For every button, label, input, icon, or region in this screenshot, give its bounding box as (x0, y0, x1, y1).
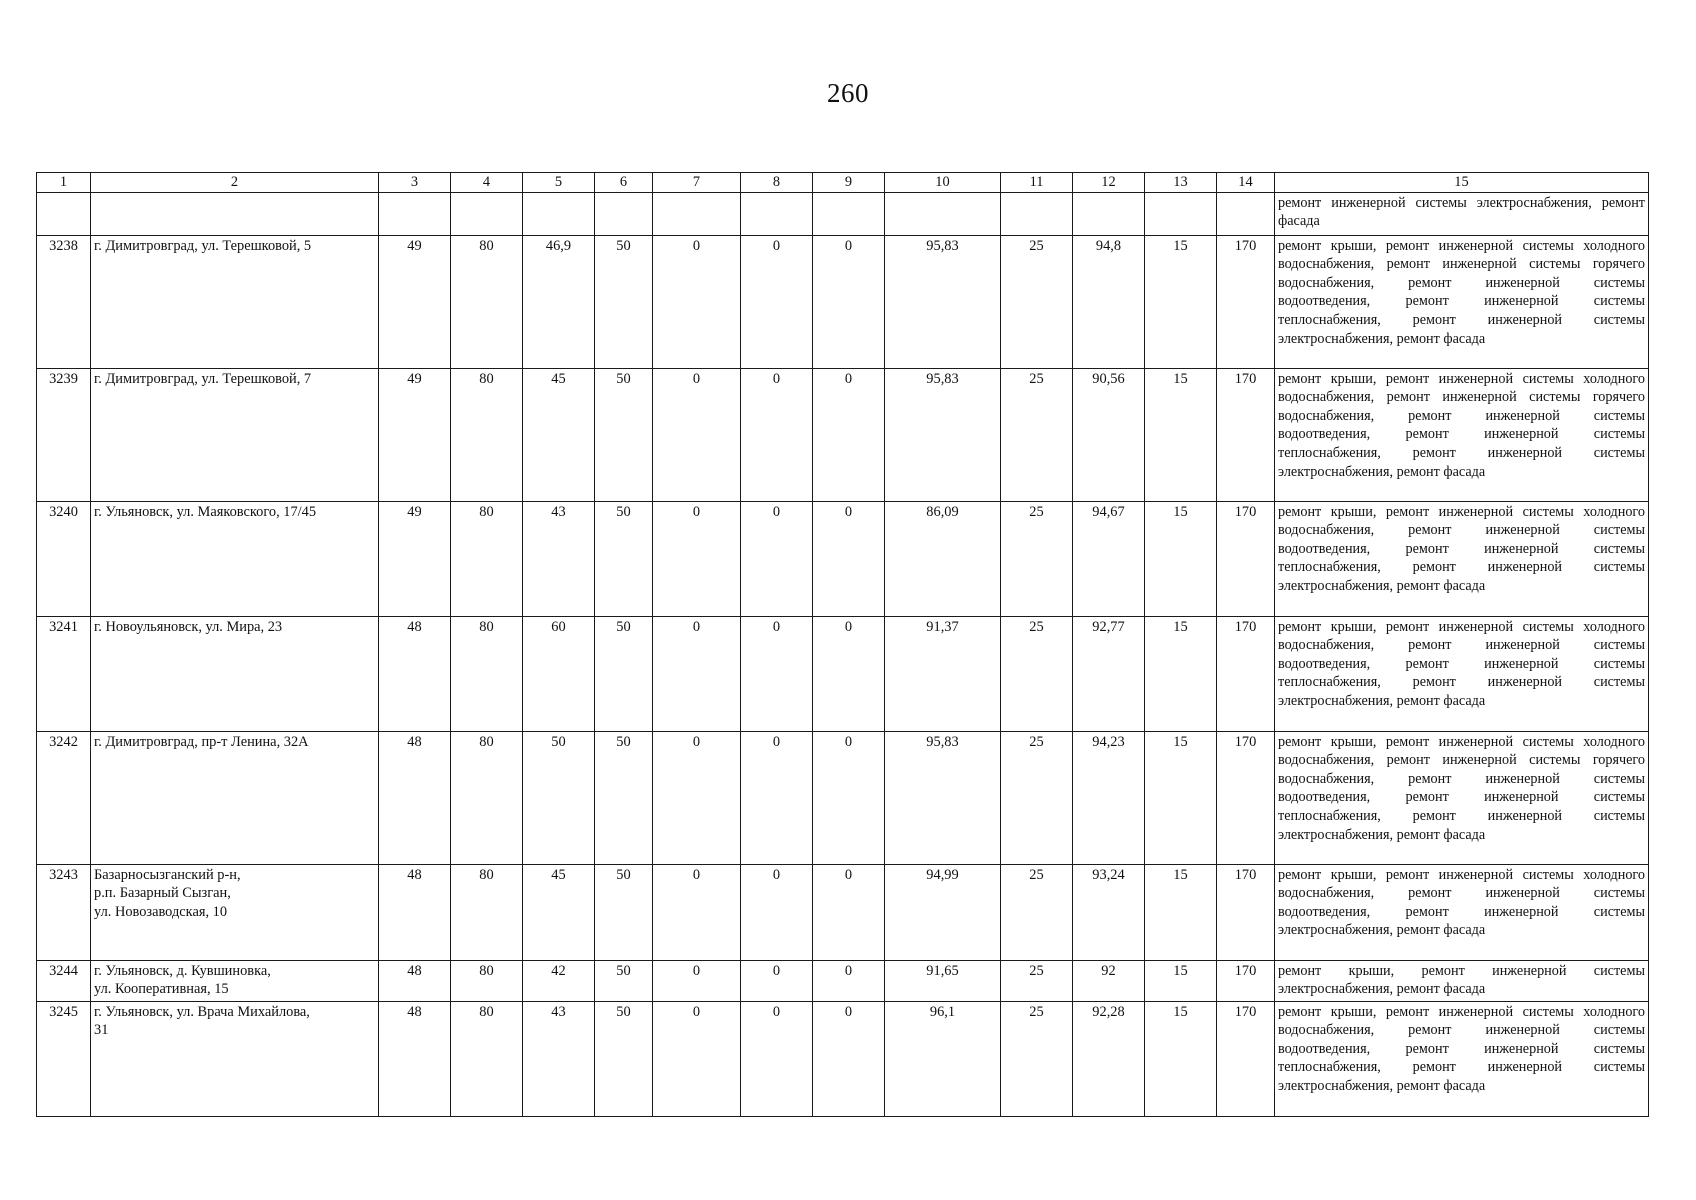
value-cell-c5: 46,9 (523, 235, 595, 368)
column-header: 14 (1217, 173, 1275, 193)
value-cell-c13: 15 (1145, 864, 1217, 960)
value-cell-c6: 50 (595, 235, 653, 368)
value-cell-c10: 95,83 (885, 368, 1001, 501)
value-cell-c4: 80 (451, 616, 523, 731)
value-cell-c3: 48 (379, 1001, 451, 1116)
column-header: 5 (523, 173, 595, 193)
value-cell-c14: 170 (1217, 616, 1275, 731)
value-cell-c6: 50 (595, 501, 653, 616)
value-cell-c5: 50 (523, 731, 595, 864)
value-cell-c5: 45 (523, 864, 595, 960)
value-cell-c8: 0 (741, 616, 813, 731)
value-cell-c12: 93,24 (1073, 864, 1145, 960)
value-cell-c14: 170 (1217, 501, 1275, 616)
address-cell (91, 1001, 379, 1116)
works-cell: ремонт крыши, ремонт инженерной системы холодного водоснабжения, ремонт инженерной системы горячего водоснабжения, ремонт инженерной системы водоотведения, ремонт инженерной системы теплоснабжения, ремонт инженерной системы электроснабжения, ремонт фасада (1275, 368, 1649, 501)
value-cell-c13: 15 (1145, 235, 1217, 368)
value-cell-c12: 94,8 (1073, 235, 1145, 368)
row-id-cell: 3238 (37, 235, 91, 368)
address-line: 31 (94, 1022, 109, 1039)
value-cell-c8: 0 (741, 501, 813, 616)
column-header: 10 (885, 173, 1001, 193)
value-cell-c3: 49 (379, 235, 451, 368)
column-header: 6 (595, 173, 653, 193)
value-cell-c7: 0 (653, 864, 741, 960)
value-cell-c5: 45 (523, 368, 595, 501)
value-cell-c12: 94,67 (1073, 501, 1145, 616)
continuation-row (37, 192, 1649, 235)
value-cell-c4: 80 (451, 960, 523, 1001)
value-cell-c10: 95,83 (885, 731, 1001, 864)
address-line: г. Димитровград, пр-т Ленина, 32А (94, 733, 309, 750)
column-header: 15 (1275, 173, 1649, 193)
value-cell-c8: 0 (741, 864, 813, 960)
register-table (36, 172, 1649, 1117)
column-header: 7 (653, 173, 741, 193)
address-line: г. Ульяновск, ул. Маяковского, 17/45 (94, 503, 317, 520)
value-cell-c9: 0 (813, 1001, 885, 1116)
table-row (37, 235, 1649, 368)
value-cell-c13: 15 (1145, 616, 1217, 731)
value-cell-c12: 92 (1073, 960, 1145, 1001)
value-cell-c13: 15 (1145, 731, 1217, 864)
address-cell (91, 731, 379, 864)
value-cell-c4: 80 (451, 235, 523, 368)
value-cell-c13: 15 (1145, 1001, 1217, 1116)
value-cell-c3: 48 (379, 864, 451, 960)
column-header: 8 (741, 173, 813, 193)
column-header: 2 (91, 173, 379, 193)
value-cell-c14: 170 (1217, 731, 1275, 864)
row-id-cell: 3239 (37, 368, 91, 501)
value-cell-c7: 0 (653, 368, 741, 501)
value-cell-c13: 15 (1145, 368, 1217, 501)
table-body (37, 173, 1649, 1117)
works-cell: ремонт крыши, ремонт инженерной системы холодного водоснабжения, ремонт инженерной системы водоотведения, ремонт инженерной системы теплоснабжения, ремонт инженерной системы электроснабжения, ремонт фасада (1275, 616, 1649, 731)
value-cell-c12: 90,56 (1073, 368, 1145, 501)
value-cell-c5: 43 (523, 501, 595, 616)
table-row (37, 501, 1649, 616)
value-cell-c12: 92,28 (1073, 1001, 1145, 1116)
value-cell-c10: 86,09 (885, 501, 1001, 616)
value-cell-c5: 43 (523, 1001, 595, 1116)
value-cell-c9: 0 (813, 235, 885, 368)
value-cell-c4: 80 (451, 368, 523, 501)
column-header: 1 (37, 173, 91, 193)
row-id-cell: 3242 (37, 731, 91, 864)
value-cell-c7: 0 (653, 235, 741, 368)
address-cell (91, 864, 379, 960)
value-cell-c13: 15 (1145, 960, 1217, 1001)
column-header: 13 (1145, 173, 1217, 193)
row-id-cell: 3241 (37, 616, 91, 731)
value-cell-c9: 0 (813, 864, 885, 960)
value-cell-c11: 25 (1001, 960, 1073, 1001)
column-header: 4 (451, 173, 523, 193)
value-cell-c11: 25 (1001, 235, 1073, 368)
value-cell-c10: 94,99 (885, 864, 1001, 960)
row-id-cell: 3245 (37, 1001, 91, 1116)
address-cell (91, 235, 379, 368)
value-cell-c11: 25 (1001, 501, 1073, 616)
value-cell-c3: 48 (379, 960, 451, 1001)
value-cell-c8: 0 (741, 960, 813, 1001)
address-line: г. Новоульяновск, ул. Мира, 23 (94, 618, 283, 635)
value-cell-c8: 0 (741, 235, 813, 368)
value-cell-c7: 0 (653, 960, 741, 1001)
value-cell-c9: 0 (813, 731, 885, 864)
value-cell-c14: 170 (1217, 1001, 1275, 1116)
value-cell-c11: 25 (1001, 864, 1073, 960)
works-cell: ремонт крыши, ремонт инженерной системы холодного водоснабжения, ремонт инженерной системы водоотведения, ремонт инженерной системы теплоснабжения, ремонт инженерной системы электроснабжения, ремонт фасада (1275, 1001, 1649, 1116)
value-cell-c6: 50 (595, 864, 653, 960)
column-header: 11 (1001, 173, 1073, 193)
value-cell-c6: 50 (595, 960, 653, 1001)
value-cell-c3: 49 (379, 501, 451, 616)
row-id-cell: 3244 (37, 960, 91, 1001)
address-cell (91, 368, 379, 501)
table-row (37, 1001, 1649, 1116)
address-line: ул. Новозаводская, 10 (94, 903, 228, 920)
value-cell-c6: 50 (595, 731, 653, 864)
value-cell-c3: 48 (379, 731, 451, 864)
row-id-cell: 3243 (37, 864, 91, 960)
row-id-cell: 3240 (37, 501, 91, 616)
address-cell (91, 501, 379, 616)
value-cell-c4: 80 (451, 731, 523, 864)
value-cell-c14: 170 (1217, 960, 1275, 1001)
value-cell-c14: 170 (1217, 864, 1275, 960)
continuation-works-cell: ремонт инженерной системы электроснабжения, ремонт фасада (1275, 192, 1649, 235)
value-cell-c5: 60 (523, 616, 595, 731)
value-cell-c3: 48 (379, 616, 451, 731)
column-header: 9 (813, 173, 885, 193)
table-row (37, 864, 1649, 960)
value-cell-c5: 42 (523, 960, 595, 1001)
works-cell: ремонт крыши, ремонт инженерной системы холодного водоснабжения, ремонт инженерной системы водоотведения, ремонт инженерной системы теплоснабжения, ремонт инженерной системы электроснабжения, ремонт фасада (1275, 501, 1649, 616)
column-header: 3 (379, 173, 451, 193)
address-cell (91, 960, 379, 1001)
value-cell-c6: 50 (595, 616, 653, 731)
address-line: р.п. Базарный Сызган, (94, 885, 231, 902)
value-cell-c7: 0 (653, 731, 741, 864)
address-line: г. Димитровград, ул. Терешковой, 5 (94, 237, 312, 254)
works-cell: ремонт крыши, ремонт инженерной системы холодного водоснабжения, ремонт инженерной системы водоотведения, ремонт инженерной системы электроснабжения, ремонт фасада (1275, 864, 1649, 960)
column-header: 12 (1073, 173, 1145, 193)
value-cell-c8: 0 (741, 368, 813, 501)
value-cell-c12: 94,23 (1073, 731, 1145, 864)
value-cell-c9: 0 (813, 960, 885, 1001)
value-cell-c7: 0 (653, 501, 741, 616)
value-cell-c13: 15 (1145, 501, 1217, 616)
table-row (37, 731, 1649, 864)
address-line: Базарносызганский р-н, (94, 866, 241, 883)
works-cell: ремонт крыши, ремонт инженерной системы холодного водоснабжения, ремонт инженерной системы горячего водоснабжения, ремонт инженерной системы водоотведения, ремонт инженерной системы теплоснабжения, ремонт инженерной системы электроснабжения, ремонт фасада (1275, 235, 1649, 368)
address-cell (91, 616, 379, 731)
value-cell-c3: 49 (379, 368, 451, 501)
address-line: г. Ульяновск, ул. Врача Михайлова, (94, 1003, 310, 1020)
value-cell-c12: 92,77 (1073, 616, 1145, 731)
address-line: ул. Кооперативная, 15 (94, 981, 229, 998)
table-row (37, 616, 1649, 731)
address-line: г. Ульяновск, д. Кувшиновка, (94, 962, 271, 979)
value-cell-c10: 91,65 (885, 960, 1001, 1001)
value-cell-c11: 25 (1001, 1001, 1073, 1116)
value-cell-c9: 0 (813, 368, 885, 501)
value-cell-c9: 0 (813, 501, 885, 616)
value-cell-c4: 80 (451, 1001, 523, 1116)
works-cell: ремонт крыши, ремонт инженерной системы электроснабжения, ремонт фасада (1275, 960, 1649, 1001)
value-cell-c11: 25 (1001, 616, 1073, 731)
page-number: 260 (827, 78, 869, 108)
value-cell-c8: 0 (741, 731, 813, 864)
table-row (37, 368, 1649, 501)
value-cell-c7: 0 (653, 1001, 741, 1116)
value-cell-c4: 80 (451, 501, 523, 616)
value-cell-c9: 0 (813, 616, 885, 731)
value-cell-c11: 25 (1001, 368, 1073, 501)
value-cell-c4: 80 (451, 864, 523, 960)
value-cell-c6: 50 (595, 368, 653, 501)
value-cell-c10: 91,37 (885, 616, 1001, 731)
value-cell-c14: 170 (1217, 235, 1275, 368)
value-cell-c10: 96,1 (885, 1001, 1001, 1116)
table-row (37, 960, 1649, 1001)
value-cell-c7: 0 (653, 616, 741, 731)
address-line: г. Димитровград, ул. Терешковой, 7 (94, 370, 312, 387)
value-cell-c8: 0 (741, 1001, 813, 1116)
value-cell-c6: 50 (595, 1001, 653, 1116)
header-row (37, 173, 1649, 193)
value-cell-c14: 170 (1217, 368, 1275, 501)
value-cell-c10: 95,83 (885, 235, 1001, 368)
value-cell-c11: 25 (1001, 731, 1073, 864)
works-cell: ремонт крыши, ремонт инженерной системы холодного водоснабжения, ремонт инженерной системы горячего водоснабжения, ремонт инженерной системы водоотведения, ремонт инженерной системы теплоснабжения, ремонт инженерной системы электроснабжения, ремонт фасада (1275, 731, 1649, 864)
